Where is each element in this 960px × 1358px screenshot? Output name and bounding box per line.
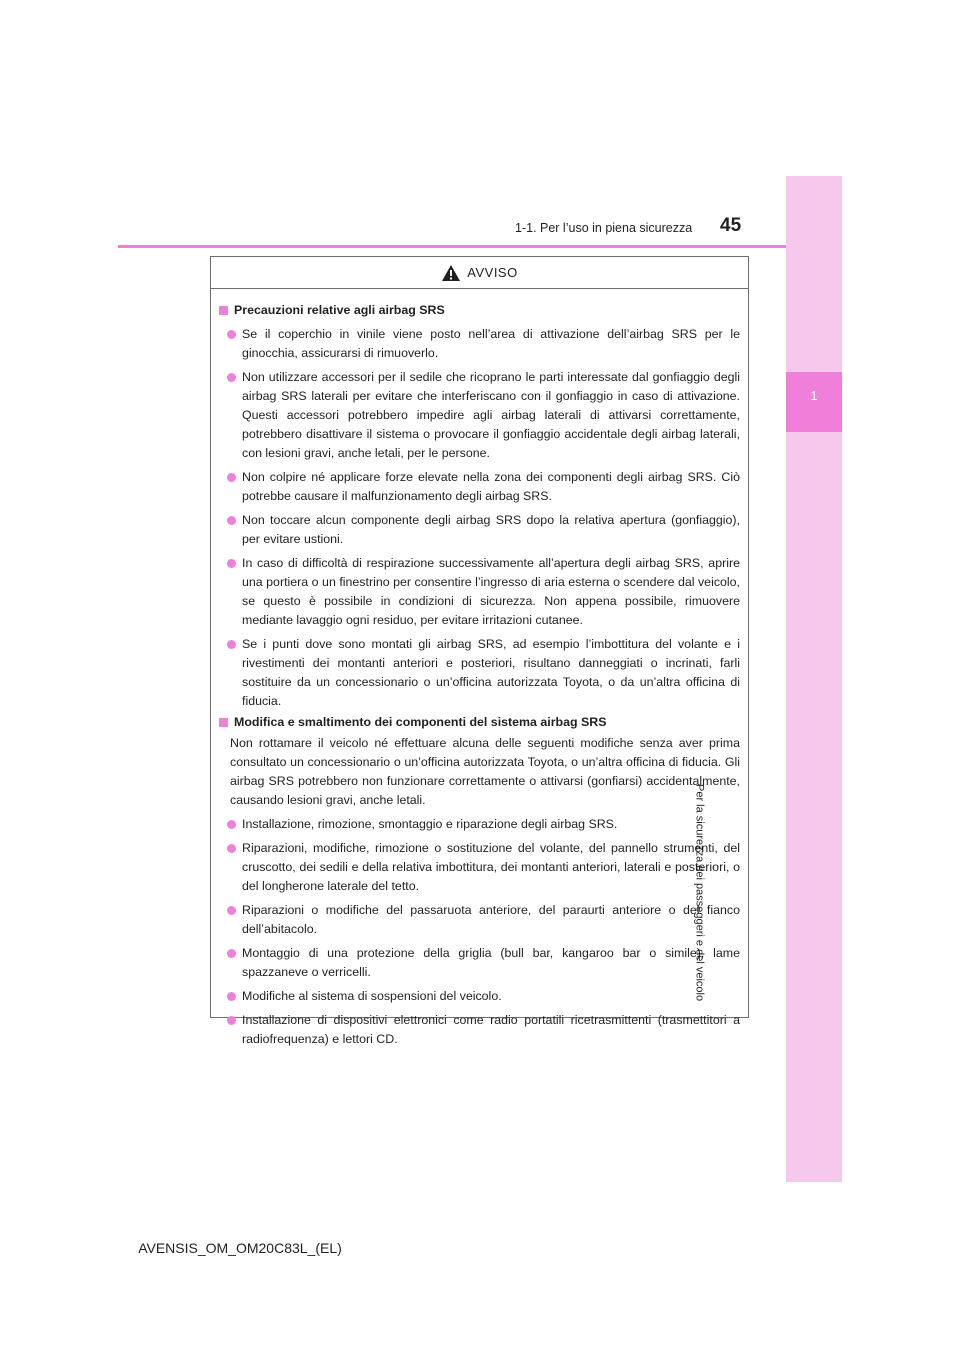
list-item: Non toccare alcun componente degli airbag SRS dopo la relativa apertura (gonfiaggio), per evitare ustioni. xyxy=(227,511,740,549)
bullet-dot-icon xyxy=(227,820,236,829)
warning-body xyxy=(211,289,748,1049)
warning-triangle-icon xyxy=(441,264,461,282)
header-rule xyxy=(118,245,786,248)
section-heading: Precauzioni relative agli airbag SRS xyxy=(219,301,740,320)
section-heading: Modifica e smaltimento dei componenti del sistema airbag SRS xyxy=(219,713,740,732)
list-item: Non utilizzare accessori per il sedile che ricoprano le parti interessate dal gonfiaggio degli airbag SRS laterali per evitare che interferiscano con il gonfiaggio in caso di attivazione. Questi accessori potrebbero impedire agli airbag laterali di attivarsi correttamente, potrebbero disattivare il sistema o provocare il gonfiaggio accidentale degli airbag laterali, con lesioni gravi, anche letali, per le persone. xyxy=(227,368,740,463)
bullet-dot-icon xyxy=(227,473,236,482)
square-bullet-icon xyxy=(219,718,228,727)
chapter-number: 1 xyxy=(810,388,818,403)
list-item: Non colpire né applicare forze elevate nella zona dei componenti degli airbag SRS. Ciò potrebbe causare il malfunzionamento degli airbag SRS. xyxy=(227,468,740,506)
square-bullet-icon xyxy=(219,306,228,315)
document-code: AVENSIS_OM_OM20C83L_(EL) xyxy=(138,1240,342,1256)
warning-header xyxy=(211,257,748,289)
section-title: 1-1. Per l’uso in piena sicurezza xyxy=(515,221,693,235)
bullet-dot-icon xyxy=(227,330,236,339)
chapter-title: Per la sicurezza dei passeggeri e del veicolo xyxy=(693,784,706,1002)
bullet-dot-icon xyxy=(227,559,236,568)
bullet-dot-icon xyxy=(227,516,236,525)
list-item: Installazione di dispositivi elettronici come radio portatili ricetrasmittenti (trasmettitori a radiofrequenza) e lettori CD. xyxy=(227,1011,740,1049)
warning-title: AVVISO xyxy=(467,265,518,280)
section-paragraph: Non rottamare il veicolo né effettuare alcuna delle seguenti modifiche senza aver prima consultato un concessionario o un’officina autorizzata Toyota, o un’altra officina di fiducia. Gli airbag SRS potrebbero non funzionare correttamente o attivarsi (gonfiarsi) accidentalmente, causando lesioni gravi, anche letali. xyxy=(230,736,740,807)
list-item: Se il coperchio in vinile viene posto nell’area di attivazione dell’airbag SRS per le ginocchia, assicurarsi di rimuoverlo. xyxy=(227,325,740,363)
bullet-dot-icon xyxy=(227,844,236,853)
list-item: Se i punti dove sono montati gli airbag SRS, ad esempio l’imbottitura del volante e i rivestimenti dei montanti anteriori e posteriori, risultano danneggiati o incrinati, farli sostituire da un concessionario o un’officina autorizzata Toyota, o da un’altra officina di fiducia. xyxy=(227,635,740,711)
bullet-dot-icon xyxy=(227,1016,236,1025)
list-item: Installazione, rimozione, smontaggio e riparazione degli airbag SRS. xyxy=(227,815,740,834)
warning-box xyxy=(210,256,749,1046)
bullet-dot-icon xyxy=(227,906,236,915)
bullet-dot-icon xyxy=(227,373,236,382)
bullet-dot-icon xyxy=(227,992,236,1001)
list-item: Riparazioni o modifiche del passaruota anteriore, del paraurti anteriore o del fianco dell’abitacolo. xyxy=(227,901,740,939)
page-number: 45 xyxy=(720,215,742,236)
bullet-dot-icon xyxy=(227,949,236,958)
list-item: In caso di difficoltà di respirazione successivamente all’apertura degli airbag SRS, aprire una portiera o un finestrino per consentire l’ingresso di aria esterna o scendere dal veicolo, se questo è possibile in condizioni di sicurezza. Non appena possibile, rimuovere mediante lavaggio ogni residuo, per evitare irritazioni cutanee. xyxy=(227,554,740,630)
list-item: Modifiche al sistema di sospensioni del veicolo. xyxy=(227,987,740,1006)
side-tab xyxy=(786,176,842,1182)
list-item: Riparazioni, modifiche, rimozione o sostituzione del volante, del pannello strumenti, del cruscotto, dei sedili e della relativa imbottitura, dei montanti anteriori, laterali e posteriori, o del longherone laterale del tetto. xyxy=(227,839,740,896)
bullet-dot-icon xyxy=(227,640,236,649)
list-item: Montaggio di una protezione della griglia (bull bar, kangaroo bar o simile), lame spazzaneve o verricelli. xyxy=(227,944,740,982)
